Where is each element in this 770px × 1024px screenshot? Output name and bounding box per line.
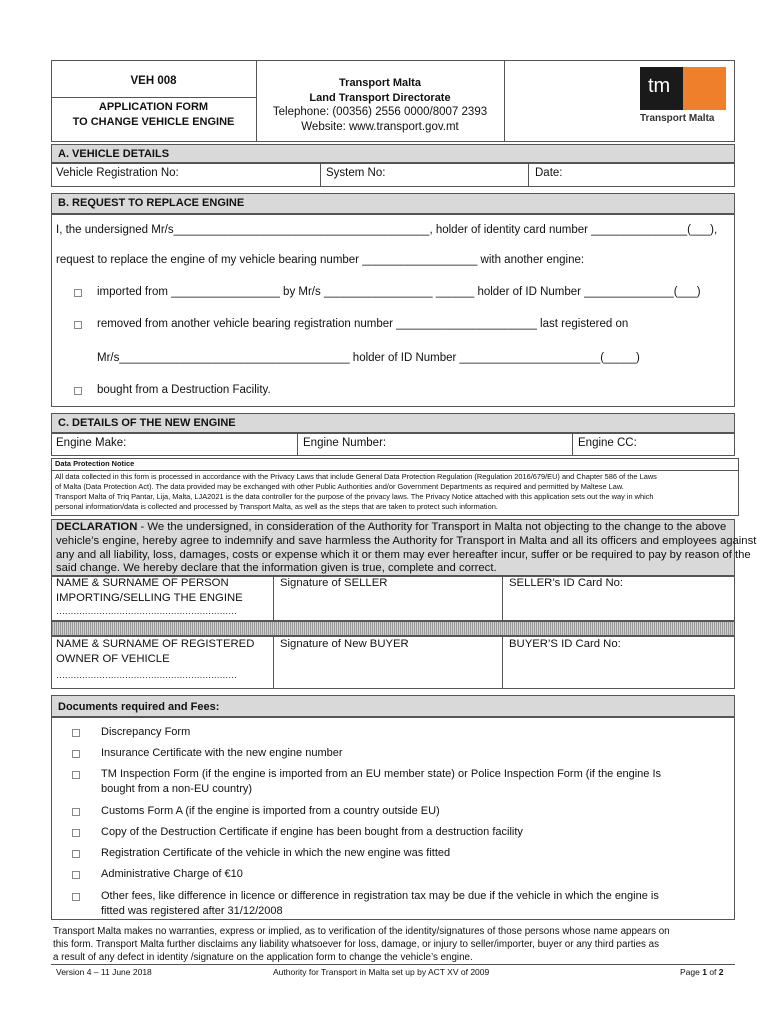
destruction-option[interactable]: bought from a Destruction Facility. bbox=[97, 384, 271, 396]
doc-item-label: Insurance Certificate with the new engine number bbox=[101, 747, 343, 759]
request-line-2[interactable]: request to replace the engine of my vehicle bearing number __________________ with another engine: bbox=[56, 254, 585, 266]
destruction-checkbox[interactable] bbox=[74, 387, 82, 395]
declaration-title: DECLARATION bbox=[56, 521, 138, 533]
request-line-1[interactable]: I, the undersigned Mr/s________________________________________, holder of identity card number _______________(___), bbox=[56, 224, 718, 236]
doc-item-other-fees-cont: fitted was registered after 31/12/2008 bbox=[101, 905, 283, 917]
data-protection-line-2: of Malta (Data Protection Act). The data provided may be exchanged with other Public Authorities and/or Government Departments as required and permitted by Maltese Law. bbox=[55, 482, 624, 491]
doc-checkbox[interactable] bbox=[72, 750, 80, 758]
declaration-text-1: - We the undersigned, in consideration of the Authority for Transport in Malta not objecting to the change to the above bbox=[137, 521, 727, 533]
declaration-line-3: any and all liability, loss, damages, costs or expense which it or them may ever hereafter incur, suffer or be required to pay by reason of the bbox=[56, 549, 751, 561]
doc-checkbox[interactable] bbox=[72, 850, 80, 858]
doc-item-label: Administrative Charge of €10 bbox=[101, 868, 243, 880]
buyer-signature-field[interactable]: Signature of New BUYER bbox=[280, 638, 409, 650]
section-b-title: B. REQUEST TO REPLACE ENGINE bbox=[51, 193, 735, 214]
engine-details-divider-2 bbox=[572, 433, 573, 456]
buyer-name-field[interactable]: ……………………………………………………… bbox=[56, 670, 237, 680]
doc-checkbox[interactable] bbox=[72, 808, 80, 816]
disclaimer-line-1: Transport Malta makes no warranties, express or implied, as to verification of the identity/signatures of those persons whose name appears on bbox=[53, 926, 670, 937]
removed-option[interactable]: removed from another vehicle bearing registration number ______________________ last registered on bbox=[97, 318, 629, 330]
footer-rule bbox=[51, 964, 735, 965]
header-divider-2 bbox=[504, 60, 505, 142]
buyer-id-field[interactable]: BUYER’S ID Card No: bbox=[509, 638, 621, 650]
disclaimer-line-2: this form. Transport Malta further disclaims any liability whatsoever for loss, damage, or injury to seller/importer, buyer or any third parties as bbox=[53, 939, 660, 950]
doc-item-label: Customs Form A (if the engine is imported from a country outside EU) bbox=[101, 805, 440, 817]
page-total: 2 bbox=[718, 967, 724, 977]
doc-checkbox[interactable] bbox=[72, 871, 80, 879]
form-code: VEH 008 bbox=[130, 75, 177, 87]
seller-name-label-2: IMPORTING/SELLING THE ENGINE bbox=[56, 592, 243, 604]
seller-name-field[interactable]: ……………………………………………………… bbox=[56, 606, 237, 616]
vehicle-registration-label[interactable]: Vehicle Registration No: bbox=[56, 167, 179, 179]
buyer-name-label-1: NAME & SURNAME OF REGISTERED bbox=[56, 638, 255, 650]
website: Website: www.transport.gov.mt bbox=[301, 121, 459, 133]
seller-divider-2 bbox=[502, 576, 503, 621]
engine-details-divider-1 bbox=[297, 433, 298, 456]
telephone: Telephone: (00356) 2556 0000/8007 2393 bbox=[272, 106, 488, 118]
data-protection-line-4: personal information/data is collected and processed by Transport Malta, as well as the steps that are taken to protect such information. bbox=[55, 502, 498, 511]
form-code-underline bbox=[52, 97, 256, 98]
doc-item-label: Registration Certificate of the vehicle in which the new engine was fitted bbox=[101, 847, 451, 859]
declaration-line-1 bbox=[56, 521, 726, 533]
separator-hatch bbox=[51, 621, 735, 636]
footer-version: Version 4 – 11 June 2018 bbox=[56, 967, 152, 977]
page-number: 1 bbox=[702, 967, 707, 977]
removed-checkbox[interactable] bbox=[74, 321, 82, 329]
data-protection-title: Data Protection Notice bbox=[55, 459, 135, 468]
declaration-line-2: vehicle’s engine, hereby agree to indemnify and save harmless the Authority for Transport in Malta and all its officers and employees against bbox=[56, 535, 757, 547]
doc-item-label: Discrepancy Form bbox=[101, 726, 191, 738]
doc-checkbox[interactable] bbox=[72, 893, 80, 901]
doc-checkbox[interactable] bbox=[72, 729, 80, 737]
form-title-line1: APPLICATION FORM bbox=[98, 101, 209, 113]
logo-orange-block bbox=[683, 67, 726, 110]
data-protection-title-rule bbox=[51, 470, 739, 471]
imported-option[interactable]: imported from _________________ by Mr/s _________________ ______ holder of ID Number ______________(___) bbox=[97, 286, 701, 298]
form-title-line2: TO CHANGE VEHICLE ENGINE bbox=[72, 116, 235, 128]
buyer-divider-2 bbox=[502, 636, 503, 689]
engine-number-label[interactable]: Engine Number: bbox=[303, 437, 387, 449]
transport-malta-logo bbox=[640, 67, 726, 127]
disclaimer-line-3: a result of any defect in identity /signature on the application form to change the vehicle’s engine. bbox=[53, 952, 473, 963]
section-c-title: C. DETAILS OF THE NEW ENGINE bbox=[51, 413, 735, 433]
data-protection-line-1: All data collected in this form is processed in accordance with the Privacy Laws that include General Data Protection Regulation (Regulation 2016/679/EU) and Chapter 586 of the Laws bbox=[55, 472, 657, 481]
buyer-name-label-2: OWNER OF VEHICLE bbox=[56, 653, 170, 665]
removed-option-owner[interactable]: Mr/s____________________________________ holder of ID Number ______________________(_____) bbox=[97, 352, 640, 364]
section-b-body bbox=[51, 214, 735, 407]
section-a-title: A. VEHICLE DETAILS bbox=[51, 144, 735, 163]
date-label[interactable]: Date: bbox=[535, 167, 563, 179]
system-no-label[interactable]: System No: bbox=[326, 167, 386, 179]
doc-item-label: Copy of the Destruction Certificate if engine has been bought from a destruction facility bbox=[101, 826, 523, 838]
page-mid: of bbox=[706, 967, 719, 977]
seller-name-label-1: NAME & SURNAME OF PERSON bbox=[56, 577, 229, 589]
vehicle-details-divider-1 bbox=[320, 163, 321, 187]
footer-page bbox=[680, 967, 724, 977]
engine-make-label[interactable]: Engine Make: bbox=[56, 437, 127, 449]
doc-checkbox[interactable] bbox=[72, 829, 80, 837]
doc-checkbox[interactable] bbox=[72, 771, 80, 779]
footer-authority: Authority for Transport in Malta set up by ACT XV of 2009 bbox=[273, 967, 490, 977]
vehicle-details-divider-2 bbox=[528, 163, 529, 187]
engine-cc-label[interactable]: Engine CC: bbox=[578, 437, 637, 449]
logo-letters: tm bbox=[648, 75, 671, 97]
data-protection-line-3: Transport Malta of Triq Pantar, Lija, Malta, LJA2021 is the data controller for the purpose of the privacy laws. The Privacy Notice attached with this application sets out the way in which bbox=[55, 492, 654, 501]
buyer-divider-1 bbox=[273, 636, 274, 689]
declaration-line-4: said change. We hereby declare that the information given is true, complete and correct. bbox=[56, 562, 497, 574]
imported-checkbox[interactable] bbox=[74, 289, 82, 297]
logo-caption: Transport Malta bbox=[640, 113, 715, 124]
seller-signature-field[interactable]: Signature of SELLER bbox=[280, 577, 388, 589]
org-name: Transport Malta bbox=[339, 77, 421, 89]
doc-item-label: TM Inspection Form (if the engine is imported from an EU member state) or Police Inspection Form (if the engine Is bbox=[101, 768, 662, 780]
documents-title: Documents required and Fees: bbox=[51, 695, 735, 717]
doc-item-label: Other fees, like difference in licence or difference in registration tax may be due if the vehicle in which the engine is bbox=[101, 890, 659, 902]
seller-id-field[interactable]: SELLER’s ID Card No: bbox=[509, 577, 624, 589]
page-prefix: Page bbox=[680, 967, 703, 977]
directorate: Land Transport Directorate bbox=[309, 92, 451, 104]
seller-divider-1 bbox=[273, 576, 274, 621]
doc-item-inspection-cont: bought from a non-EU country) bbox=[101, 783, 253, 795]
